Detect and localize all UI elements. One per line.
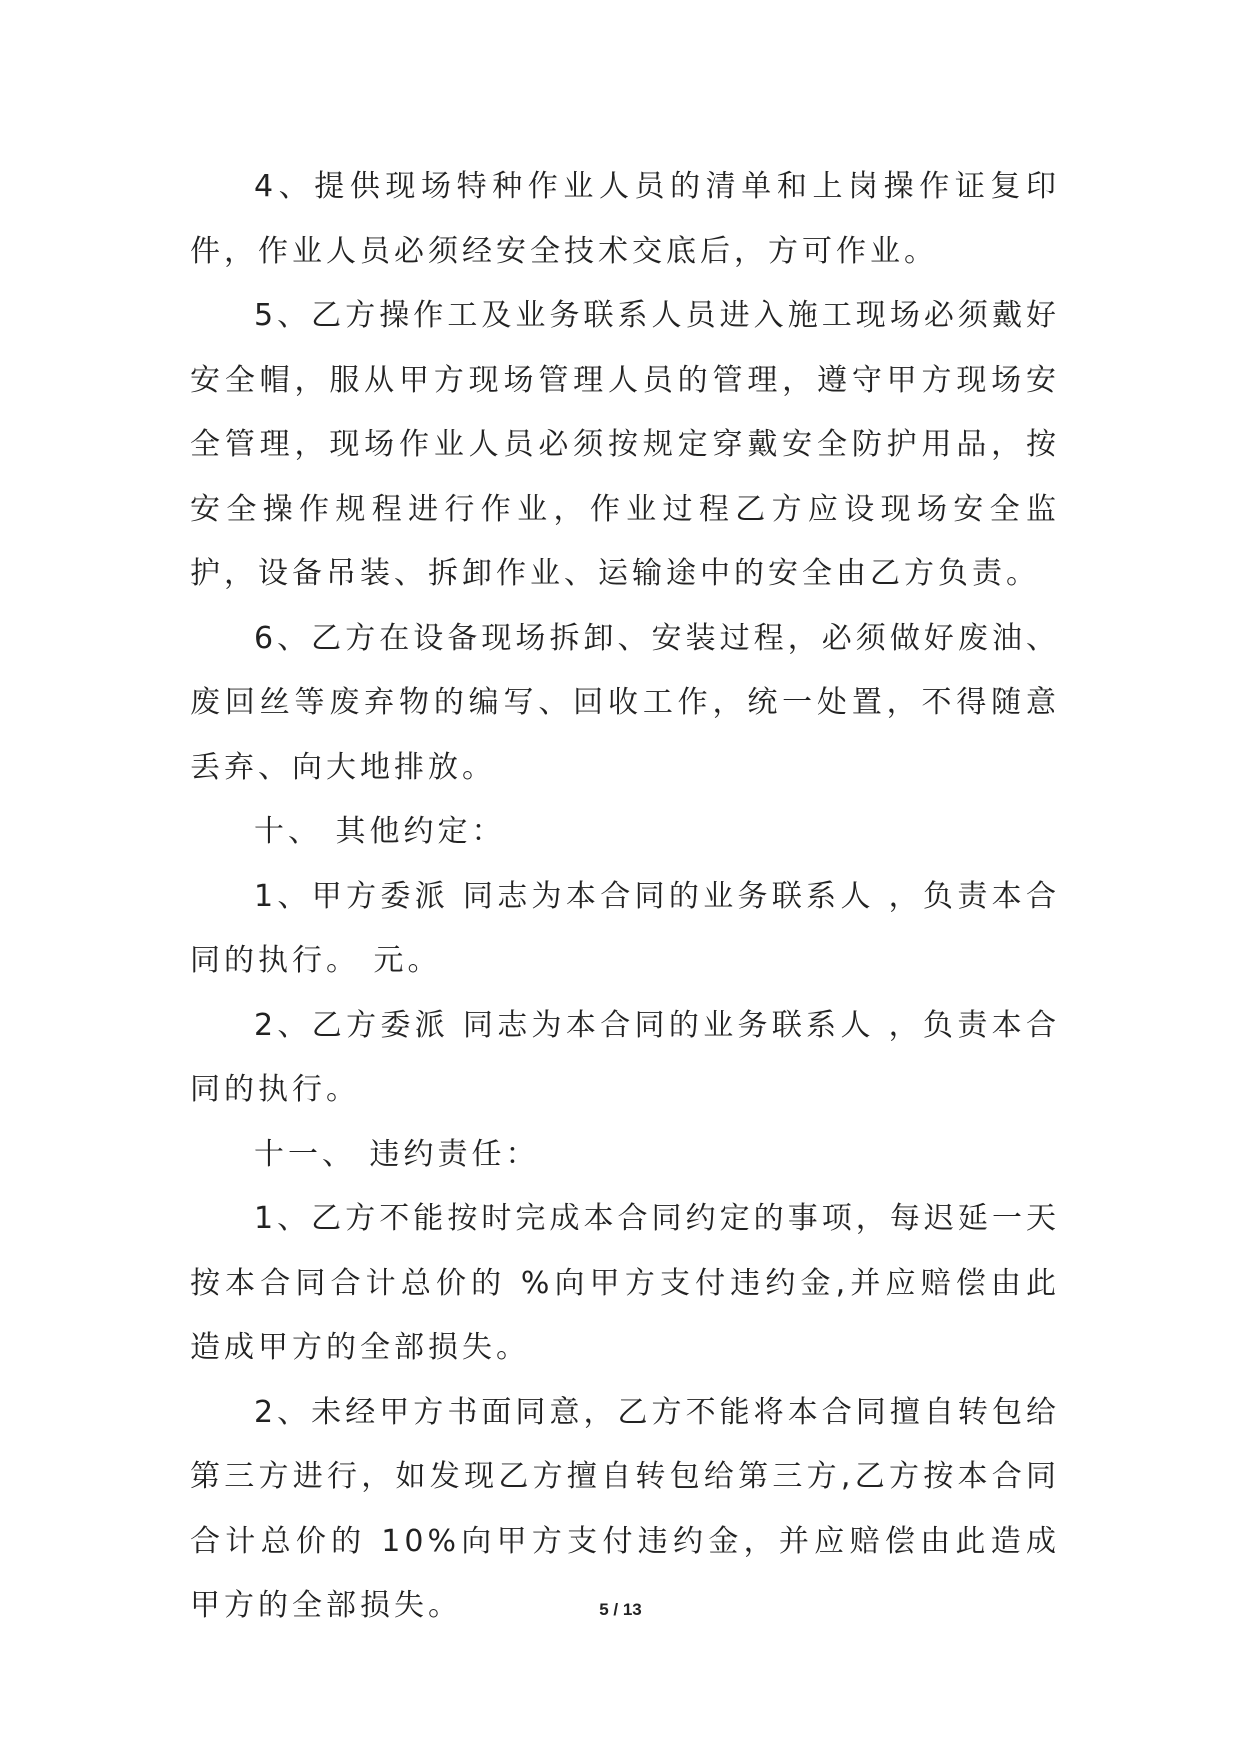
paragraph-item-11-2: 2、未经甲方书面同意，乙方不能将本合同擅自转包给第三方进行，如发现乙方擅自转包给第三方,乙方按本合同合计总价的 10%向甲方支付违约金，并应赔偿由此造成甲方的全部损失。 [190, 1394, 1060, 1623]
paragraph-item-6: 6、乙方在设备现场拆卸、安装过程，必须做好废油、废回丝等废弃物的编写、回收工作，统一处置，不得随意丢弃、向大地排放。 [190, 620, 1060, 785]
paragraph-item-11-1: 1、乙方不能按时完成本合同约定的事项，每迟延一天按本合同合计总价的 %向甲方支付违约金,并应赔偿由此造成甲方的全部损失。 [190, 1201, 1060, 1365]
paragraph-item-10-2: 2、乙方委派 同志为本合同的业务联系人 ，负责本合同的执行。 [190, 1007, 1060, 1107]
body-text [190, 155, 1060, 1639]
paragraph-item-10-1: 1、甲方委派 同志为本合同的业务联系人 ，负责本合同的执行。 元。 [190, 878, 1060, 978]
paragraph-item-4: 4、提供现场特种作业人员的清单和上岗操作证复印件，作业人员必须经安全技术交底后，方可作业。 [190, 169, 1060, 269]
page-number: 5 / 13 [599, 1600, 642, 1619]
section-heading-11: 十一、 违约责任： [254, 1136, 540, 1172]
section-heading-10: 十、 其他约定： [254, 814, 506, 849]
paragraph-item-5: 5、乙方操作工及业务联系人员进入施工现场必须戴好安全帽，服从甲方现场管理人员的管理，遵守甲方现场安全管理，现场作业人员必须按规定穿戴安全防护用品，按安全操作规程进行作业，作业过程乙方应设现场安全监护，设备吊装、拆卸作业、运输途中的安全由乙方负责。 [190, 298, 1060, 591]
